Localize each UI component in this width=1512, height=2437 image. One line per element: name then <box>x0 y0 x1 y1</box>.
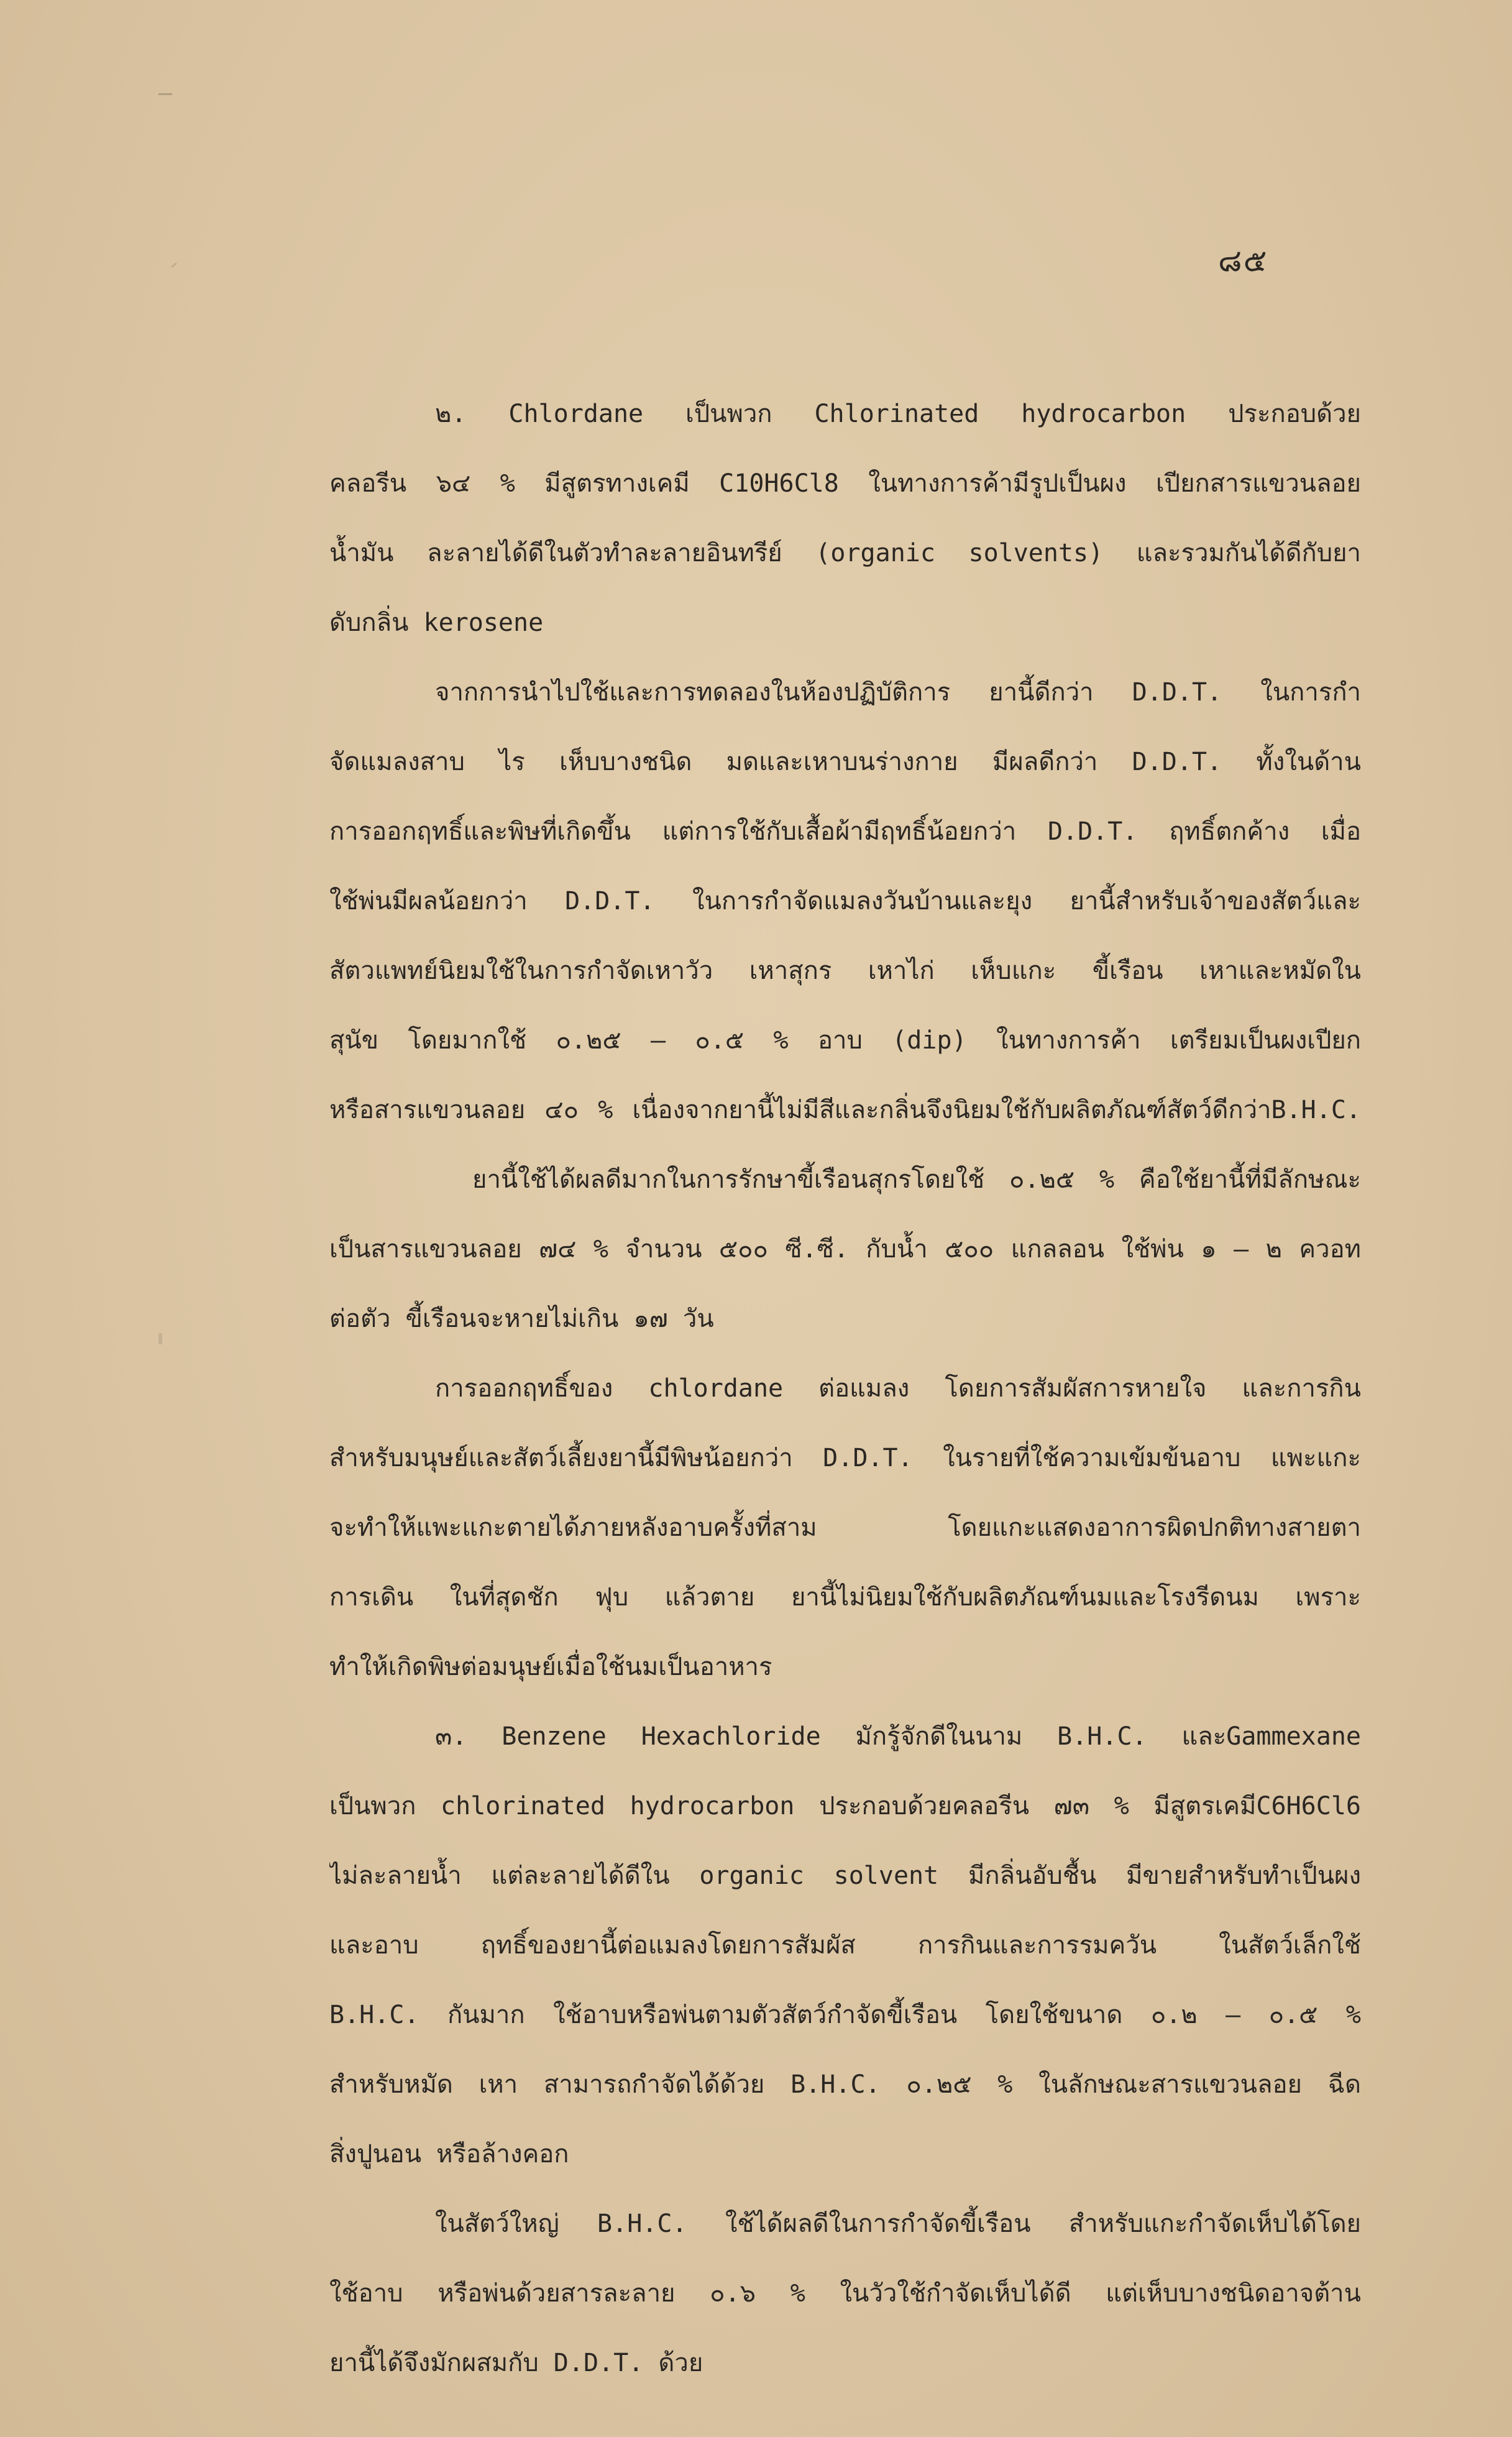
text-line: B.H.C. กันมาก ใช้อาบหรือพ่นตามตัวสัตว์กำจัดขี้เรือน โดยใช้ขนาด ๐.๒ – ๐.๕ % <box>329 2001 1361 2029</box>
paper-speck <box>158 93 172 95</box>
paragraph-large-animals <box>329 2189 1361 2398</box>
text-line: สำหรับมนุษย์และสัตว์เลี้ยงยานี้มีพิษน้อยกว่า D.D.T. ในรายที่ใช้ความเข้มข้นอาบ แพะแกะ <box>329 1444 1361 1472</box>
text-line: ยานี้ใช้ได้ผลดีมากในการรักษาขี้เรือนสุกรโดยใช้ ๐.๒๕ % คือใช้ยานี้ที่มีลักษณะ <box>472 1165 1361 1194</box>
text-line: สิ่งปูนอน หรือล้างคอก <box>329 2140 569 2169</box>
text-line: ในสัตว์ใหญ่ B.H.C. ใช้ได้ผลดีในการกำจัดขี้เรือน สำหรับแกะกำจัดเห็บได้โดย <box>435 2210 1361 2238</box>
text-line: ๒. Chlordane เป็นพวก Chlorinated hydrocarbon ประกอบด้วย <box>435 400 1361 428</box>
text-line: ใช้อาบ หรือพ่นด้วยสารละลาย ๐.๖ % ในวัวใช้กำจัดเห็บได้ดี แต่เห็บบางชนิดอาจต้าน <box>329 2279 1361 2308</box>
text-line: และอาบ ฤทธิ์ของยานี้ต่อแมลงโดยการสัมผัส การกินและการรมควัน ในสัตว์เล็กใช้ <box>329 1931 1361 1960</box>
page-number: ๘๕ <box>1218 242 1268 278</box>
text-line: ทำให้เกิดพิษต่อมนุษย์เมื่อใช้นมเป็นอาหาร <box>329 1653 772 1681</box>
text-line: ๓. Benzene Hexachloride มักรู้จักดีในนาม B.H.C. และGammexane <box>435 1722 1361 1751</box>
text-line: สัตวแพทย์นิยมใช้ในการกำจัดเหาวัว เหาสุกร เหาไก่ เห็บแกะ ขี้เรือน เหาและหมัดใน <box>329 957 1361 985</box>
body-text <box>329 379 1361 2398</box>
text-line: คลอรีน ๖๔ % มีสูตรทางเคมี C10H6Cl8 ในทางการค้ามีรูปเป็นผง เปียกสารแขวนลอย <box>329 469 1361 498</box>
text-line: การเดิน ในที่สุดชัก ฟุบ แล้วตาย ยานี้ไม่นิยมใช้กับผลิตภัณฑ์นมและโรงรีดนม เพราะ <box>329 1583 1361 1612</box>
text-line: ยานี้ได้จึงมักผสมกับ D.D.T. ด้วย <box>329 2349 703 2377</box>
text-line: ต่อตัว ขี้เรือนจะหายไม่เกิน ๑๗ วัน <box>329 1305 714 1333</box>
text-line: การออกฤทธิ์และพิษที่เกิดขึ้น แต่การใช้กับเสื้อผ้ามีฤทธิ์น้อยกว่า D.D.T. ฤทธิ์ตกค้าง เมื่อ <box>329 817 1361 846</box>
text-line: ไม่ละลายน้ำ แต่ละลายได้ดีใน organic solvent มีกลิ่นอับชื้น มีขายสำหรับทำเป็นผง <box>329 1861 1361 1890</box>
text-line: น้ำมัน ละลายได้ดีในตัวทำละลายอินทรีย์ (organic solvents) และรวมกันได้ดีกับยา <box>329 539 1361 567</box>
text-line: จัดแมลงสาบ ไร เห็บบางชนิด มดและเหาบนร่างกาย มีผลดีกว่า D.D.T. ทั้งในด้าน <box>329 748 1361 776</box>
paragraph-lab-results <box>329 658 1361 1145</box>
text-line: ใช้พ่นมีผลน้อยกว่า D.D.T. ในการกำจัดแมลงวันบ้านและยุง ยานี้สำหรับเจ้าของสัตว์และ <box>329 887 1361 916</box>
text-line: จากการนำไปใช้และการทดลองในห้องปฏิบัติการ ยานี้ดีกว่า D.D.T. ในการกำ <box>435 678 1361 707</box>
paper-speck <box>158 1333 162 1344</box>
text-line: จะทำให้แพะแกะตายได้ภายหลังอาบครั้งที่สาม โดยแกะแสดงอาการผิดปกติทางสายตา <box>329 1513 1361 1542</box>
paragraph-chlordane <box>329 379 1361 658</box>
text-line: ดับกลิ่น kerosene <box>329 608 544 637</box>
text-line: หรือสารแขวนลอย ๔๐ % เนื่องจากยานี้ไม่มีสีและกลิ่นจึงนิยมใช้กับผลิตภัณฑ์สัตว์ดีกว่าB.H.C. <box>329 1096 1361 1124</box>
paper-speck <box>171 262 177 268</box>
text-line: การออกฤทธิ์ของ chlordane ต่อแมลง โดยการสัมผัสการหายใจ และการกิน <box>435 1374 1361 1403</box>
text-line: เป็นพวก chlorinated hydrocarbon ประกอบด้วยคลอรีน ๗๓ % มีสูตรเคมีC6H6Cl6 <box>329 1792 1361 1820</box>
text-line: สำหรับหมัด เหา สามารถกำจัดได้ด้วย B.H.C. ๐.๒๕ % ในลักษณะสารแขวนลอย ฉีด <box>329 2070 1361 2099</box>
text-line: สุนัข โดยมากใช้ ๐.๒๕ – ๐.๕ % อาบ (dip) ในทางการค้า เตรียมเป็นผงเปียก <box>329 1026 1361 1055</box>
paragraph-benzene-hexachloride <box>329 1702 1361 2189</box>
text-line: เป็นสารแขวนลอย ๗๔ % จำนวน ๕๐๐ ซี.ซี. กับน้ำ ๕๐๐ แกลลอน ใช้พ่น ๑ – ๒ ควอท <box>329 1235 1361 1264</box>
paragraph-mange-treatment <box>329 1145 1361 1354</box>
paragraph-chlordane-action <box>329 1354 1361 1702</box>
